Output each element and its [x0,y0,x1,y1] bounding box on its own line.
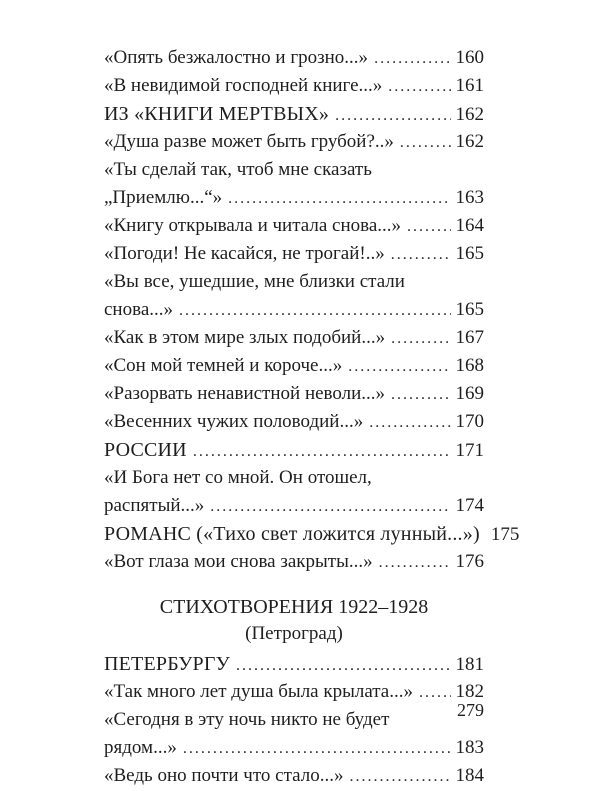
toc-entry-title: РОССИИ [104,439,187,461]
toc-entry-title: «Весенних чужих половодий...» [104,411,364,432]
section-subheading: (Петроград) [245,623,343,644]
toc-entry [104,72,484,100]
toc-entry [104,548,484,576]
dot-leader [335,102,450,130]
toc-entry [104,184,484,212]
toc-entry-page-number: 165 [455,243,484,264]
toc-entry-first-line: «И Бога нет со мной. Он отошел, [104,467,372,488]
dot-leader [391,325,450,353]
toc-entry-page-number: 160 [455,47,484,68]
page-number: 279 [457,700,484,720]
toc-entry [104,128,484,156]
toc-entry-title: ПЕТЕРБУРГУ [104,653,231,675]
dot-leader [228,185,450,213]
toc-entry-page-number: 169 [455,383,484,404]
dot-leader [348,353,450,381]
toc-list [104,44,520,576]
toc-entry-page-number: 165 [455,299,484,320]
toc-entry [104,296,484,324]
toc-entry [104,44,484,72]
toc-entry-title: «Вот глаза мои снова закрыты...» [104,551,373,572]
table-of-contents [104,44,520,790]
toc-entry [104,240,484,268]
toc-entry [104,520,520,548]
dot-leader [183,735,451,763]
dot-leader [349,763,450,791]
toc-entry [104,324,484,352]
toc-entry-title: снова...» [104,299,174,320]
toc-entry-first-line: «Ты сделай так, чтоб мне сказать [104,159,372,180]
dot-leader [379,549,451,577]
toc-entry [104,436,484,464]
toc-entry-page-number: 161 [455,75,484,96]
toc-entry-page-number: 181 [455,654,484,675]
toc-entry-title: «Книгу открывала и читала снова...» [104,215,402,236]
toc-entry [104,734,484,762]
toc-entry-title: «Так много лет душа была крылата...» [104,681,413,702]
toc-entry-title: «В невидимой господней книге...» [104,75,383,96]
toc-entry-title: «Душа разве может быть грубой?..» [104,131,394,152]
toc-entry-page-number: 175 [490,524,520,545]
toc-entry [104,100,484,128]
toc-entry-title: ИЗ «КНИГИ МЕРТВЫХ» [104,103,330,125]
toc-entry-page-number: 167 [455,327,484,348]
toc-entry [104,492,484,520]
section-heading: СТИХОТВОРЕНИЯ 1922–1928 [159,596,429,618]
toc-entry-page-number: 162 [455,104,484,125]
toc-entry-page-number: 171 [455,440,484,461]
toc-entry-page-number: 182 [455,681,484,702]
toc-entry [104,762,484,790]
toc-entry-page-number: 164 [455,215,484,236]
dot-leader [407,213,450,241]
toc-entry-first-line: «Вы все, ушедшие, мне близки стали [104,271,405,292]
toc-entry-page-number: 176 [455,551,484,572]
toc-entry-title: «Разорвать ненавистной неволи...» [104,383,386,404]
toc-entry [104,212,484,240]
dot-leader [388,73,450,101]
toc-entry-page-number: 163 [455,187,484,208]
toc-entry-title: «Погоди! Не касайся, не трогай!..» [104,243,385,264]
toc-entry-first-line: «Сегодня в эту ночь никто не будет [104,709,390,730]
toc-entry-title: РОМАНС («Тихо свет ложится лунный...») [104,523,480,545]
dot-leader [391,381,450,409]
toc-entry [104,380,484,408]
toc-entry-page-number: 183 [455,737,484,758]
dot-leader [179,297,450,325]
toc-entry-page-number: 170 [455,411,484,432]
dot-leader [400,129,451,157]
dot-leader [236,652,450,680]
toc-entry-title: «Ведь оно почти что стало...» [104,765,344,786]
toc-entry-title: «Сон мой темней и короче...» [104,355,343,376]
dot-leader [374,45,450,73]
toc-entry [104,650,484,678]
toc-entry-title: рядом...» [104,737,177,758]
dot-leader [193,438,451,466]
toc-entry-page-number: 168 [455,355,484,376]
dot-leader [210,493,450,521]
toc-entry-title: «Как в этом мире злых подобий...» [104,327,386,348]
toc-entry-page-number: 184 [455,765,484,786]
toc-entry [104,408,484,436]
dot-leader [369,409,450,437]
toc-entry-title: „Приемлю...“» [104,187,223,208]
toc-entry-page-number: 162 [455,131,484,152]
dot-leader [391,241,451,269]
toc-entry [104,352,484,380]
toc-entry-page-number: 174 [455,495,484,516]
toc-entry-title: «Опять безжалостно и грозно...» [104,47,369,68]
toc-entry-title: распятый...» [104,495,205,516]
